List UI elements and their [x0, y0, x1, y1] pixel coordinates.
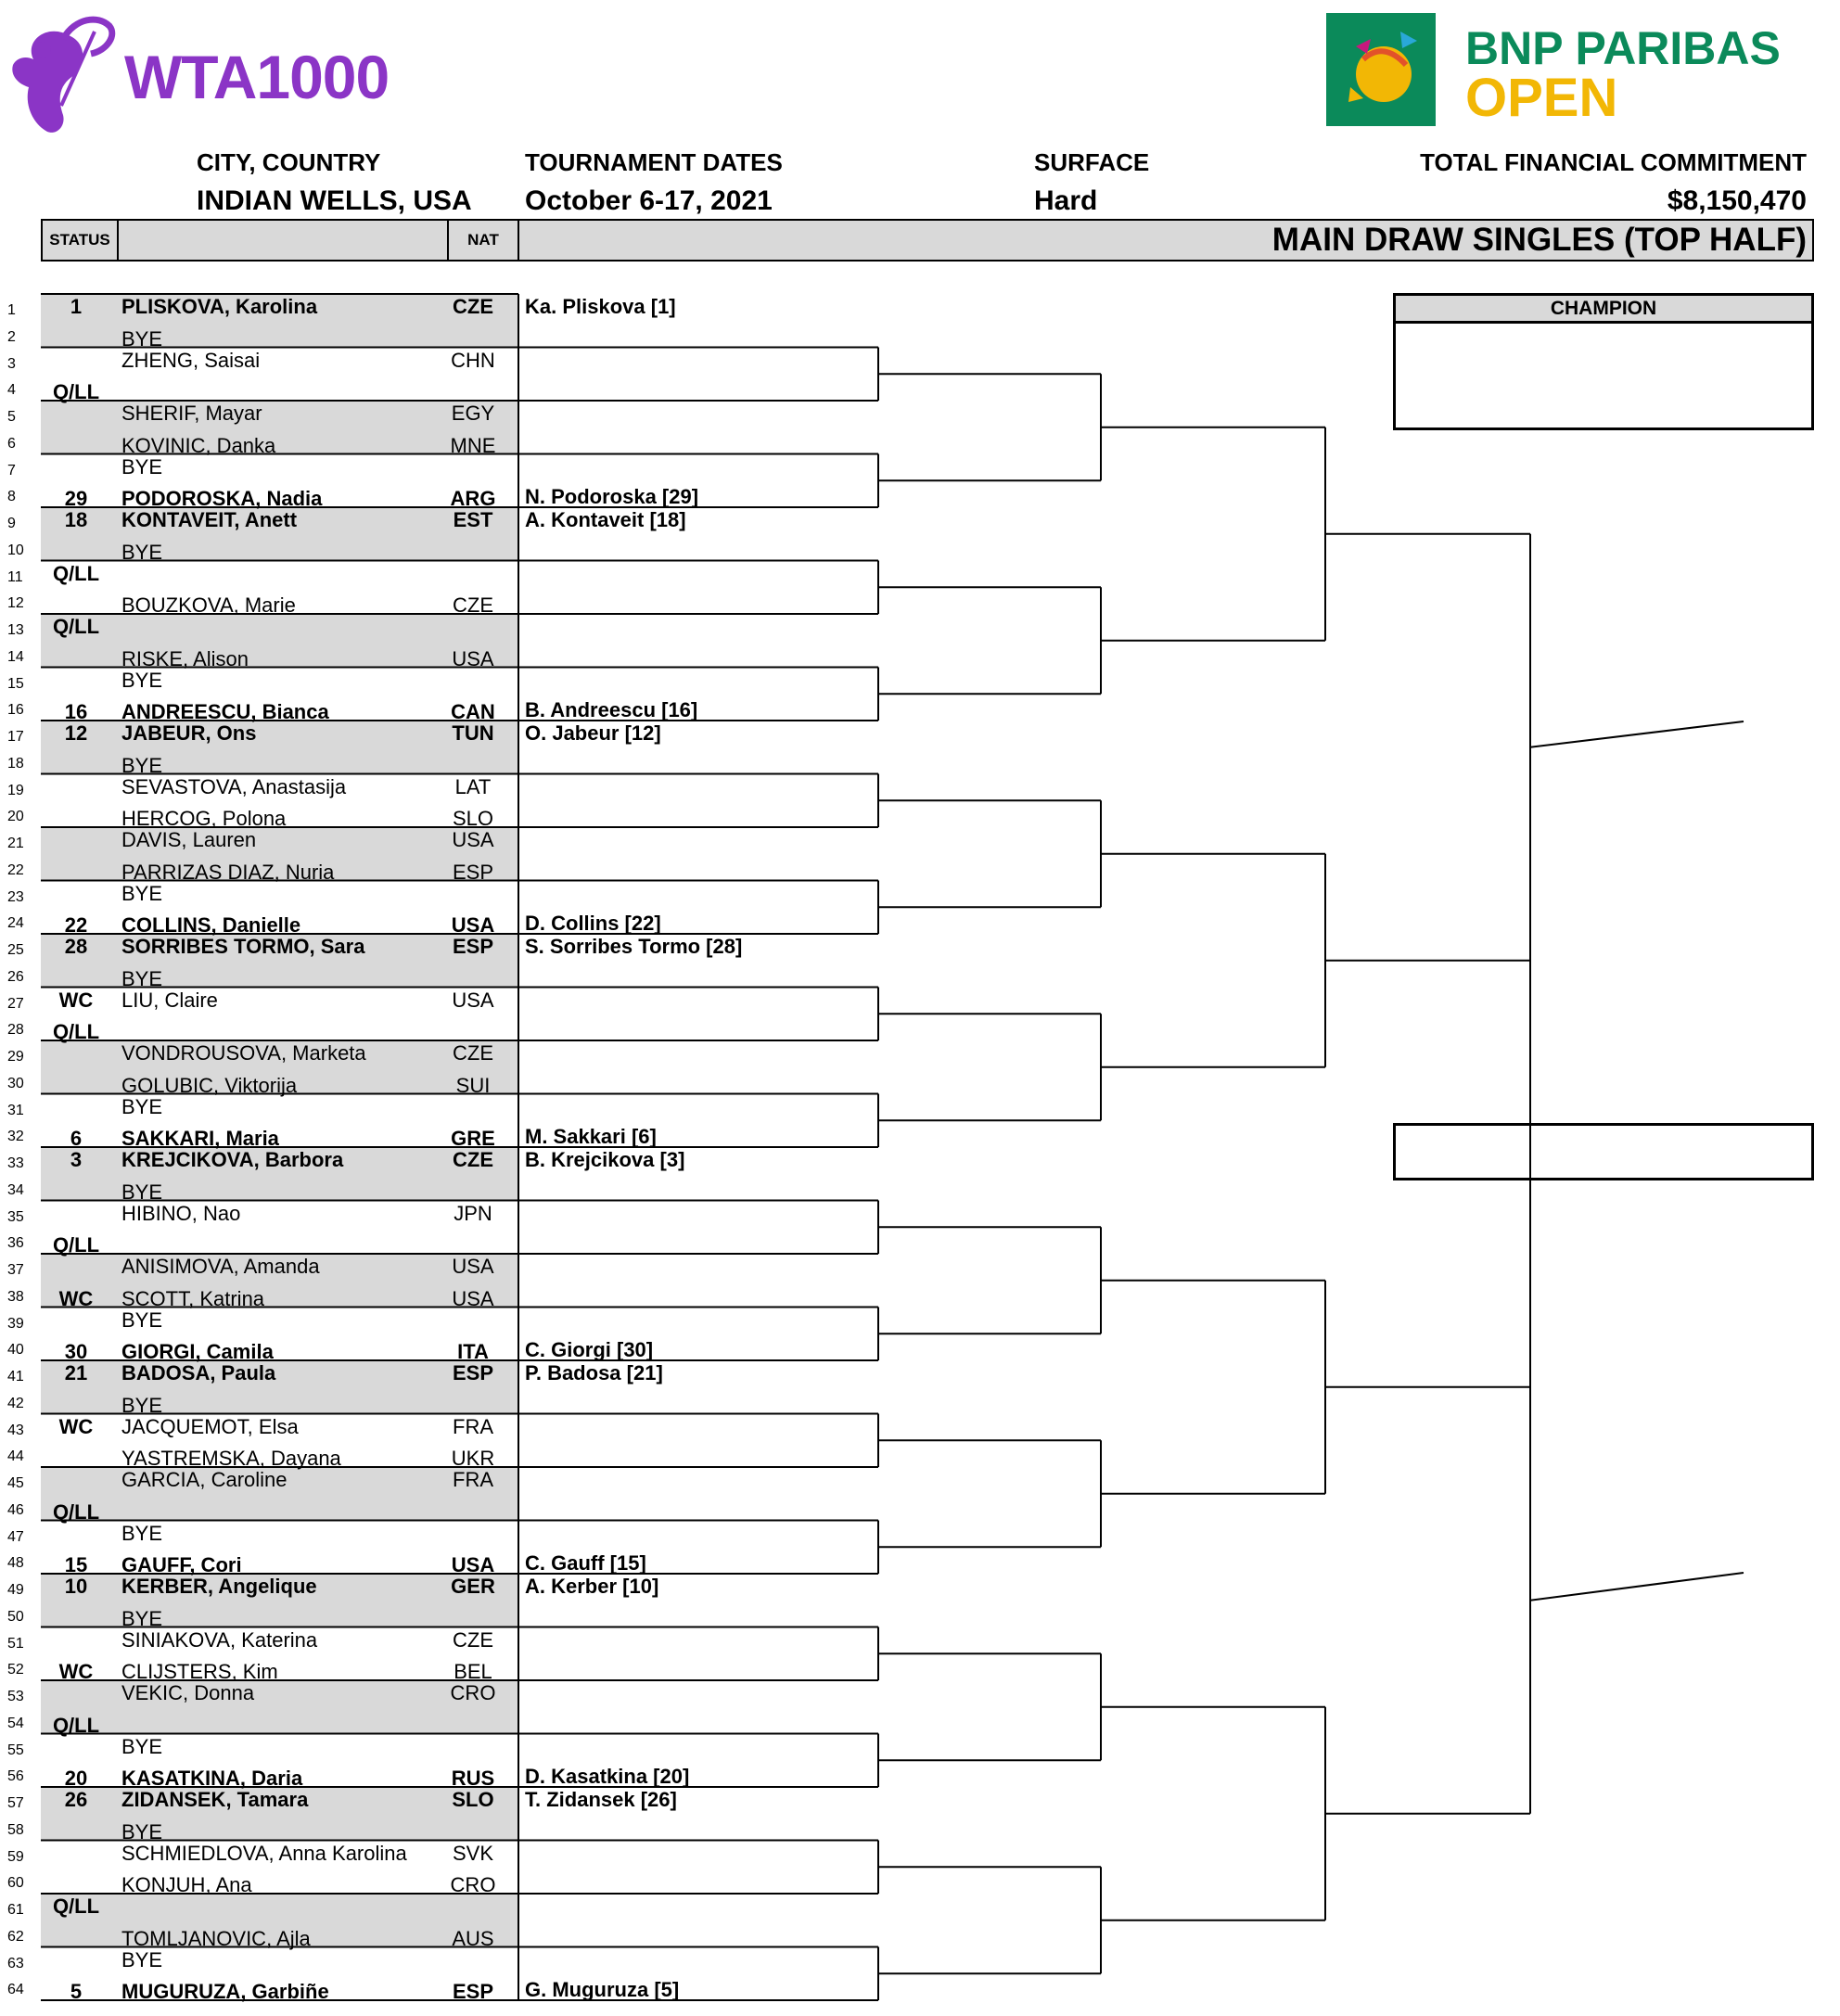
player-nat: USA	[452, 646, 494, 670]
player-nat: UKR	[451, 1447, 495, 1471]
player-nat: SLO	[452, 807, 494, 831]
draw-line-number: 6	[7, 435, 16, 452]
surface-label: SURFACE	[1034, 148, 1150, 176]
draw-line-number: 15	[7, 675, 24, 692]
player-name-row: PODOROSKA, Nadia	[121, 487, 323, 511]
draw-line-number: 12	[7, 595, 24, 612]
player-name-row: KOVINIC, Danka	[121, 433, 276, 457]
round1-winner: M. Sakkari [6]	[525, 1125, 657, 1149]
player-name-row: ANISIMOVA, Amanda	[121, 1255, 320, 1278]
draw-line-number: 16	[7, 702, 24, 719]
player-name-row: ANDREESCU, Bianca	[121, 700, 329, 724]
player-nat: GRE	[451, 1127, 495, 1151]
player-status: 26	[64, 1788, 88, 1811]
draw-line-number: 55	[7, 1742, 24, 1758]
player-status: 16	[64, 700, 88, 724]
player-status: 21	[64, 1361, 88, 1384]
player-name-row: BYE	[121, 454, 163, 478]
player-nat: ITA	[457, 1340, 489, 1364]
draw-line-number: 61	[7, 1902, 24, 1918]
draw-title: MAIN DRAW SINGLES (TOP HALF)	[1271, 222, 1807, 258]
dates-label: TOURNAMENT DATES	[525, 148, 783, 176]
player-name-row: BYE	[121, 668, 163, 692]
player-nat: USA	[451, 913, 495, 938]
player-name-row: HERCOG, Polona	[121, 807, 287, 831]
player-name-row: GOLUBIC, Viktorija	[121, 1073, 298, 1097]
player-name-row: HIBINO, Nao	[121, 1201, 241, 1225]
player-name-row: BYE	[121, 1734, 163, 1758]
draw-line-number: 28	[7, 1022, 24, 1039]
round1-winner: B. Krejcikova [3]	[525, 1148, 685, 1171]
player-nat: EST	[453, 508, 493, 531]
round1-winner: O. Jabeur [12]	[525, 721, 661, 745]
wta-logo-text: WTA1000	[124, 43, 390, 111]
draw-line-number: 54	[7, 1715, 24, 1731]
player-name-row: BYE	[121, 1308, 163, 1332]
draw-line-number: 34	[7, 1181, 24, 1198]
round1-winner: B. Andreescu [16]	[525, 698, 698, 722]
round1-winner: A. Kontaveit [18]	[525, 508, 686, 531]
draw-line-number: 14	[7, 648, 24, 665]
player-nat: SVK	[452, 1841, 494, 1865]
player-nat: TUN	[452, 721, 494, 745]
player-name-row: SINIAKOVA, Katerina	[121, 1627, 318, 1652]
player-status: 15	[64, 1553, 88, 1577]
player-name-row: BYE	[121, 1521, 163, 1545]
player-status: 5	[70, 1980, 83, 2004]
player-nat: SLO	[452, 1788, 494, 1811]
player-name-row: BYE	[121, 1606, 163, 1630]
draw-line-number: 57	[7, 1795, 24, 1811]
player-nat: USA	[452, 1255, 494, 1278]
draw-line-number: 31	[7, 1102, 24, 1118]
player-status: 10	[64, 1575, 88, 1598]
player-name-row: BOUZKOVA, Marie	[121, 593, 296, 618]
player-name-row: DAVIS, Lauren	[121, 828, 257, 851]
draw-line-number: 36	[7, 1235, 24, 1252]
player-name-row: RISKE, Alison	[121, 646, 249, 670]
round1-winner: T. Zidansek [26]	[525, 1788, 677, 1811]
player-name-row: BYE	[121, 1180, 163, 1204]
player-nat: USA	[451, 1553, 495, 1577]
champion-label: CHAMPION	[1396, 296, 1811, 324]
player-name-row: ZHENG, Saisai	[121, 348, 261, 372]
player-name-row: VEKIC, Donna	[121, 1681, 255, 1704]
player-name-row: GIORGI, Camila	[121, 1340, 274, 1364]
player-status: 18	[64, 508, 88, 531]
draw-line-number: 58	[7, 1821, 24, 1838]
draw-line-number: 48	[7, 1555, 24, 1572]
draw-line-number: 49	[7, 1582, 24, 1598]
player-name-row: TOMLJANOVIC, Ajla	[121, 1926, 311, 1950]
draw-line-number: 40	[7, 1342, 24, 1359]
player-status: 22	[64, 913, 88, 938]
player-name-row: BYE	[121, 966, 163, 990]
round1-winner: C. Gauff [15]	[525, 1551, 646, 1576]
player-status: Q/LL	[52, 1895, 100, 1918]
player-nat: EGY	[451, 402, 495, 425]
player-nat: ESP	[452, 860, 494, 884]
dates-value: October 6-17, 2021	[525, 185, 773, 216]
player-status: Q/LL	[52, 1233, 100, 1257]
player-status: 1	[70, 295, 83, 318]
draw-line-number: 52	[7, 1662, 24, 1678]
draw-line-number: 2	[7, 328, 16, 345]
player-nat: ESP	[452, 1361, 494, 1384]
player-name-row: BYE	[121, 540, 163, 564]
player-nat: CAN	[451, 700, 495, 724]
player-name-row: JACQUEMOT, Elsa	[121, 1414, 299, 1438]
player-name-row: KREJCIKOVA, Barbora	[121, 1148, 344, 1171]
player-name-row: BYE	[121, 326, 163, 351]
player-name-row: KONJUH, Ana	[121, 1873, 252, 1897]
player-status: Q/LL	[52, 1020, 100, 1044]
player-name-row: BYE	[121, 753, 163, 777]
round1-winner: S. Sorribes Tormo [28]	[525, 935, 743, 958]
player-nat: JPN	[454, 1201, 492, 1225]
round1-winner: C. Giorgi [30]	[525, 1338, 654, 1362]
player-status: 20	[64, 1767, 88, 1791]
player-nat: CRO	[450, 1873, 496, 1897]
player-nat: CZE	[453, 593, 493, 618]
player-name-row: SHERIF, Mayar	[121, 402, 262, 425]
player-name-row: LIU, Claire	[121, 988, 218, 1012]
player-status: 30	[64, 1340, 88, 1364]
player-status: WC	[58, 1660, 94, 1684]
draw-line-number: 4	[7, 382, 16, 399]
player-name-row: BYE	[121, 1094, 163, 1118]
player-name-row: SORRIBES TORMO, Sara	[121, 935, 365, 958]
draw-line-number: 30	[7, 1075, 24, 1091]
draw-line-number: 10	[7, 542, 24, 558]
draw-line-number: 13	[7, 622, 24, 638]
bracket-diagonal	[1530, 1573, 1744, 1601]
draw-line-number: 29	[7, 1049, 24, 1065]
draw-line-number: 64	[7, 1982, 24, 1998]
draw-line-number: 32	[7, 1129, 24, 1145]
player-nat: CZE	[453, 1627, 493, 1652]
player-name-row: BADOSA, Paula	[121, 1361, 276, 1384]
draw-line-number: 26	[7, 968, 24, 985]
player-nat: LAT	[454, 774, 492, 798]
bnp-sponsor-line1: BNP PARIBAS	[1465, 22, 1781, 74]
draw-line-number: 17	[7, 729, 24, 745]
draw-line-number: 11	[7, 568, 23, 585]
round1-winner: P. Badosa [21]	[525, 1361, 663, 1384]
player-status: 29	[64, 487, 88, 511]
draw-line-number: 23	[7, 888, 24, 905]
player-status: WC	[58, 1286, 94, 1310]
draw-line-number: 59	[7, 1848, 24, 1865]
draw-line-number: 21	[7, 836, 24, 851]
draw-line-number: 8	[7, 489, 16, 505]
player-name-row: SCHMIEDLOVA, Anna Karolina	[121, 1841, 407, 1865]
draw-line-number: 7	[7, 462, 16, 478]
player-nat: BEL	[454, 1660, 492, 1684]
draw-line-number: 9	[7, 516, 16, 531]
player-name-row: GAUFF, Cori	[121, 1553, 242, 1577]
round1-winner: A. Kerber [10]	[525, 1575, 659, 1598]
finalist-box	[1393, 1123, 1814, 1180]
player-nat: CZE	[453, 1041, 493, 1065]
round1-winner: D. Kasatkina [20]	[525, 1765, 690, 1789]
draw-line-number: 45	[7, 1475, 24, 1491]
player-name-row: YASTREMSKA, Dayana	[121, 1447, 341, 1471]
draw-line-number: 1	[7, 302, 16, 318]
player-name-row: BYE	[121, 1947, 163, 1971]
draw-line-number: 18	[7, 755, 24, 772]
player-nat: MNE	[450, 433, 496, 457]
draw-line-number: 62	[7, 1928, 24, 1945]
city-label: CITY, COUNTRY	[197, 148, 381, 176]
financial-label: TOTAL FINANCIAL COMMITMENT	[1420, 148, 1807, 176]
player-nat: RUS	[451, 1767, 495, 1791]
player-status: Q/LL	[52, 1499, 100, 1524]
round1-winner: G. Muguruza [5]	[525, 1978, 680, 2002]
draw-line-number: 37	[7, 1262, 24, 1278]
nat-column-header: NAT	[449, 221, 519, 260]
player-status: Q/LL	[52, 380, 100, 404]
draw-line-number: 5	[7, 409, 16, 425]
player-name-row: KERBER, Angelique	[121, 1575, 317, 1598]
status-column-header: STATUS	[43, 221, 119, 260]
player-name-row: SAKKARI, Maria	[121, 1127, 279, 1151]
player-status: 28	[64, 935, 88, 958]
player-name-row: BYE	[121, 1393, 163, 1417]
financial-value: $8,150,470	[1667, 185, 1807, 216]
player-name-row: MUGURUZA, Garbiñe	[121, 1980, 329, 2004]
player-nat: USA	[452, 988, 494, 1012]
draw-line-number: 51	[7, 1635, 24, 1652]
player-nat: ESP	[452, 1980, 494, 2004]
player-status: 6	[70, 1127, 83, 1151]
champion-box	[1393, 293, 1814, 430]
player-nat: FRA	[453, 1414, 493, 1438]
draw-line-number: 43	[7, 1422, 24, 1438]
draw-line-number: 19	[7, 782, 24, 798]
round1-winner: N. Podoroska [29]	[525, 485, 699, 509]
round1-winner: Ka. Pliskova [1]	[525, 295, 676, 318]
bracket-diagonal	[1530, 721, 1744, 747]
player-name-row: SCOTT, Katrina	[121, 1286, 265, 1310]
player-nat: USA	[452, 1286, 494, 1310]
player-nat: ARG	[450, 487, 496, 511]
draw-line-number: 63	[7, 1955, 24, 1971]
player-nat: CZE	[453, 295, 493, 318]
player-name-row: PLISKOVA, Karolina	[121, 295, 318, 318]
draw-line-number: 47	[7, 1528, 24, 1545]
player-name-row: BYE	[121, 1819, 163, 1844]
player-nat: USA	[452, 828, 494, 851]
round1-winner: D. Collins [22]	[525, 912, 661, 936]
draw-line-number: 20	[7, 809, 24, 825]
draw-line-number: 33	[7, 1155, 24, 1171]
player-name-row: CLIJSTERS, Kim	[121, 1660, 278, 1684]
draw-line-number: 44	[7, 1448, 24, 1465]
player-nat: FRA	[453, 1468, 493, 1491]
player-nat: ESP	[452, 935, 494, 958]
player-nat: CZE	[453, 1148, 493, 1171]
draw-line-number: 35	[7, 1208, 24, 1225]
draw-line-number: 27	[7, 995, 24, 1012]
draw-line-number: 22	[7, 861, 24, 878]
player-name-row: KONTAVEIT, Anett	[121, 508, 298, 531]
player-name-row: PARRIZAS DIAZ, Nuria	[121, 860, 335, 884]
player-nat: GER	[451, 1575, 495, 1598]
draw-line-number: 41	[7, 1369, 24, 1384]
draw-line-number: 60	[7, 1875, 24, 1892]
player-nat: CHN	[451, 348, 495, 372]
draw-line-number: 3	[7, 355, 16, 372]
player-name-row: GARCIA, Caroline	[121, 1468, 288, 1491]
city-value: INDIAN WELLS, USA	[197, 185, 472, 216]
player-status: 12	[64, 721, 88, 745]
draw-line-number: 56	[7, 1768, 24, 1785]
draw-line-number: 39	[7, 1315, 24, 1332]
player-name-row: VONDROUSOVA, Marketa	[121, 1041, 366, 1065]
player-name-row: KASATKINA, Daria	[121, 1767, 303, 1791]
player-name-row: ZIDANSEK, Tamara	[121, 1788, 309, 1811]
player-status: Q/LL	[52, 561, 100, 585]
surface-value: Hard	[1034, 185, 1098, 216]
bnp-sponsor-line2: OPEN	[1465, 68, 1618, 128]
player-nat: SUI	[455, 1073, 491, 1097]
draw-line-number: 42	[7, 1395, 24, 1411]
player-name-row: COLLINS, Danielle	[121, 913, 301, 938]
draw-line-number: 46	[7, 1501, 24, 1518]
player-status: Q/LL	[52, 1713, 100, 1737]
player-nat: CRO	[450, 1681, 496, 1704]
player-status: WC	[58, 988, 94, 1012]
draw-line-number: 25	[7, 942, 24, 958]
player-status: Q/LL	[52, 615, 100, 638]
player-name-row: SEVASTOVA, Anastasija	[121, 774, 347, 798]
draw-line-number: 53	[7, 1689, 24, 1704]
player-nat: AUS	[452, 1926, 494, 1950]
player-status: WC	[58, 1414, 94, 1438]
draw-line-number: 50	[7, 1608, 24, 1625]
draw-line-number: 38	[7, 1288, 24, 1305]
player-status: 3	[70, 1148, 83, 1171]
player-name-row: JABEUR, Ons	[121, 721, 257, 745]
player-name-row: BYE	[121, 881, 163, 905]
draw-line-number: 24	[7, 915, 24, 932]
